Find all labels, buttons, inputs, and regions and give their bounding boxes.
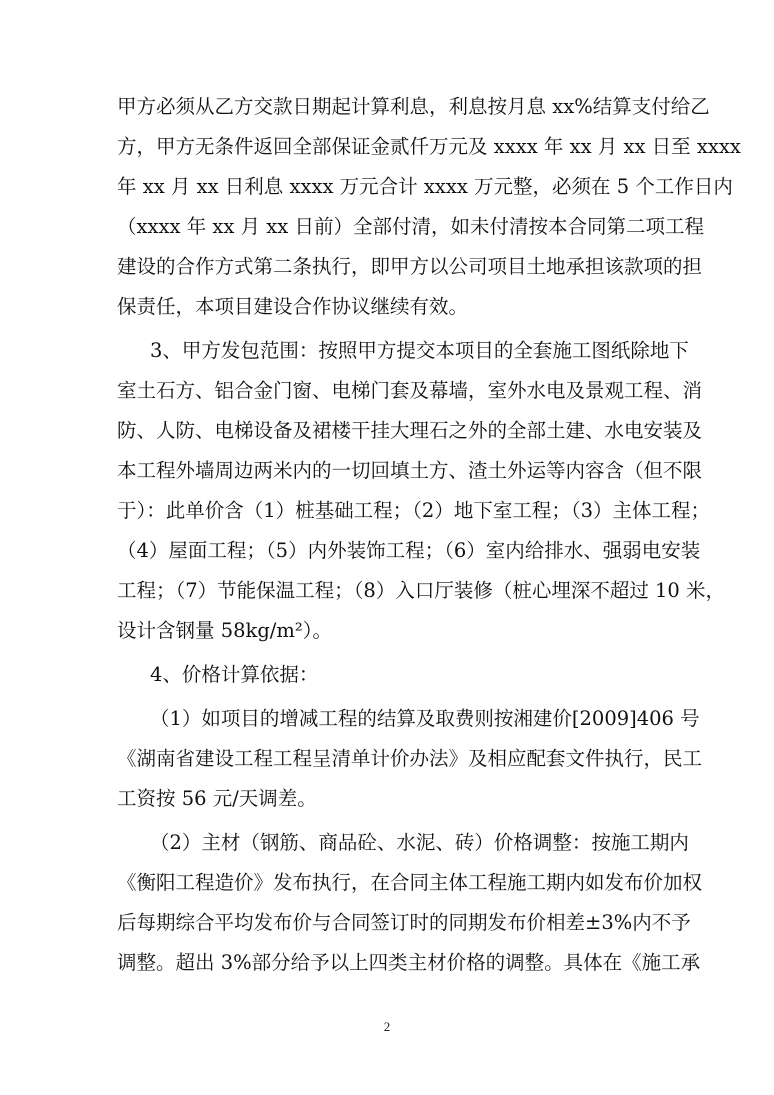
- paragraph-line: 《衡阳工程造价》发布执行，在合同主体工程施工期内如发布价加权: [117, 871, 703, 894]
- paragraph-line: 设计含钢量 58kg/m²）。: [117, 619, 332, 642]
- paragraph-line: 室土石方、铝合金门窗、电梯门套及幕墙，室外水电及景观工程、消: [117, 379, 703, 402]
- paragraph-line: 本工程外墙周边两米内的一切回填土方、渣土外运等内容含（但不限: [117, 459, 703, 482]
- paragraph-line: 工程；（7）节能保温工程；（8）入口厅装修（桩心埋深不超过 10 米，: [117, 579, 726, 602]
- paragraph-line: （2）主材（钢筋、商品砼、水泥、砖）价格调整：按施工期内: [150, 831, 689, 854]
- section-heading-line: 3、甲方发包范围：按照甲方提交本项目的全套施工图纸除地下: [150, 339, 689, 362]
- paragraph-line: 方，甲方无条件返回全部保证金贰仟万元及 xxxx 年 xx 月 xx 日至 xxxx: [117, 135, 741, 158]
- paragraph-line: （1）如项目的增减工程的结算及取费则按湘建价[2009]406 号: [150, 707, 700, 730]
- paragraph-line: 年 xx 月 xx 日利息 xxxx 万元合计 xxxx 万元整，必须在 5 个工作日内: [117, 175, 733, 198]
- paragraph-line: 防、人防、电梯设备及裙楼干挂大理石之外的全部土建、水电安装及: [117, 419, 703, 442]
- page-number: 2: [383, 1019, 391, 1034]
- paragraph-line: 调整。超出 3%部分给予以上四类主材价格的调整。具体在《施工承: [117, 951, 701, 974]
- paragraph-line: 《湖南省建设工程工程呈清单计价办法》及相应配套文件执行，民工: [117, 747, 703, 770]
- paragraph-line: （4）屋面工程；（5）内外装饰工程；（6）室内给排水、强弱电安装: [117, 539, 701, 562]
- paragraph-line: 甲方必须从乙方交款日期起计算利息，利息按月息 xx%结算支付给乙: [117, 95, 710, 118]
- paragraph-line: 建设的合作方式第二条执行，即甲方以公司项目土地承担该款项的担: [117, 255, 703, 278]
- paragraph-line: 于）：此单价含（1）桩基础工程；（2）地下室工程；（3）主体工程；: [117, 499, 710, 522]
- section-heading-line: 4、价格计算依据：: [150, 663, 319, 686]
- paragraph-line: 后每期综合平均发布价与合同签订时的同期发布价相差±3%内不予: [117, 911, 691, 934]
- paragraph-line: 工资按 56 元/天调差。: [117, 787, 317, 810]
- paragraph-line: 保责任，本项目建设合作协议继续有效。: [117, 295, 469, 318]
- paragraph-line: （xxxx 年 xx 月 xx 日前）全部付清，如未付清按本合同第二项工程: [117, 215, 704, 238]
